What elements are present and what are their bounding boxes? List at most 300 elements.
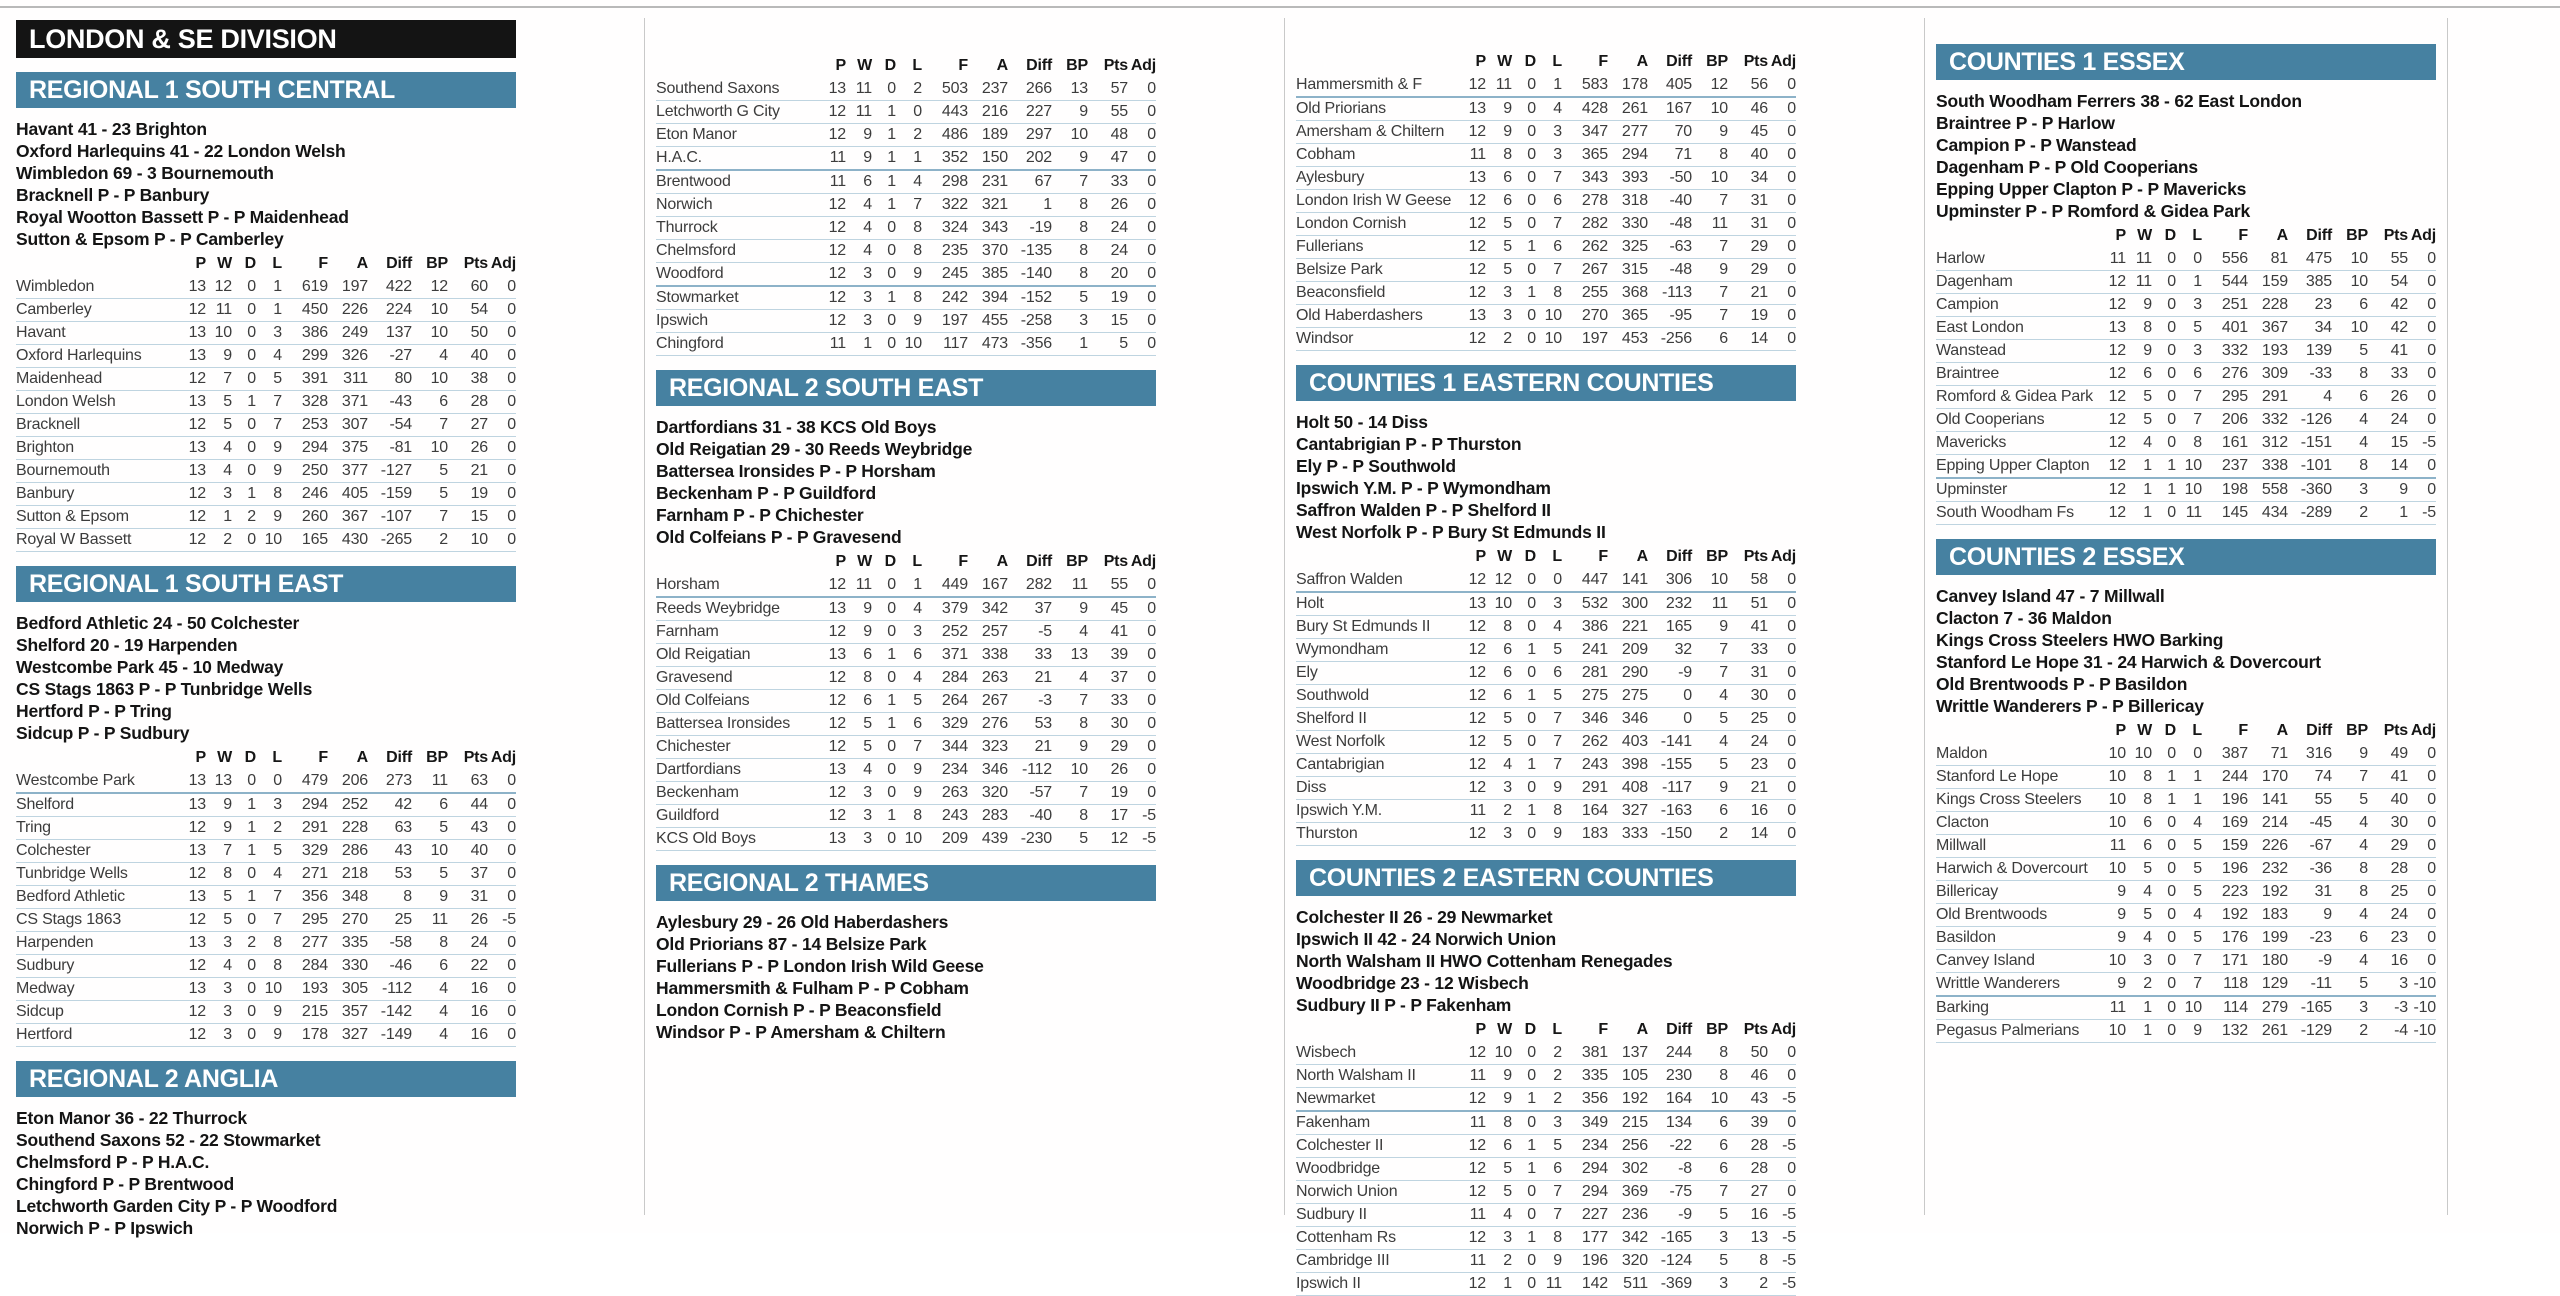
stat-diff: 139 [2305,342,2332,359]
stat-pts: 39 [1750,1114,1768,1131]
team-name: Cambridge III [1296,1252,1390,1269]
stat-d: 0 [2167,883,2176,900]
stat-d: 0 [1527,595,1536,612]
stat-d: 0 [887,576,896,593]
section-header: REGIONAL 1 SOUTH EAST [16,566,516,602]
table-row [1296,144,1796,167]
stat-diff: 266 [1025,80,1052,97]
column-header-diff: Diff [386,749,412,766]
stat-adj: 0 [507,1026,516,1043]
stat-p: 12 [1468,261,1486,278]
stat-f: 271 [301,865,328,882]
table-row [1936,455,2436,479]
stat-bp: 10 [430,842,448,859]
results-list [1296,411,1796,543]
stat-adj: 0 [1787,76,1796,93]
column-header-a: A [996,553,1008,570]
column-header-p: P [835,57,846,74]
stat-f: 278 [1581,192,1608,209]
league-table [1296,1018,1796,1296]
stat-bp: 4 [2359,952,2368,969]
stat-d: 0 [1527,1275,1536,1292]
stat-d: 1 [887,807,896,824]
match-result: Cantabrigian P - P Thurston [1296,434,1522,454]
stat-diff: -135 [1020,242,1052,259]
team-name: Ely [1296,664,1318,681]
stat-l: 8 [273,957,282,974]
column-header-l: L [1552,53,1562,70]
table-row [16,840,516,863]
team-name: Belsize Park [1296,261,1383,278]
stat-l: 1 [913,576,922,593]
team-name: Sudbury II [1296,1206,1367,1223]
stat-w: 9 [223,796,232,813]
stat-diff: 306 [1665,571,1692,588]
column-header-d: D [244,749,256,766]
stat-w: 8 [2143,319,2152,336]
stat-f: 171 [2221,952,2248,969]
stat-diff: -57 [1029,784,1052,801]
stat-adj: -5 [2422,434,2436,451]
stat-p: 9 [2117,883,2126,900]
table-row [1936,743,2436,766]
stat-pts: 37 [470,865,488,882]
column-header-l: L [1552,548,1562,565]
stat-a: 270 [341,911,368,928]
stat-d: 1 [1527,802,1536,819]
stat-a: 323 [981,738,1008,755]
stat-l: 5 [913,692,922,709]
table-row [1936,409,2436,432]
stat-a: 320 [981,784,1008,801]
stat-w: 4 [223,439,232,456]
stat-a: 256 [1621,1137,1648,1154]
stat-f: 237 [2221,457,2248,474]
match-result: Saffron Walden P - P Shelford II [1296,500,1551,520]
stat-diff: -124 [1660,1252,1692,1269]
column-header-f: F [318,749,328,766]
stat-bp: 12 [1710,76,1728,93]
stat-pts: 26 [470,439,488,456]
column-header-l: L [2192,227,2202,244]
stat-p: 10 [2108,745,2126,762]
stat-diff: 202 [1025,149,1052,166]
stat-w: 5 [1503,215,1512,232]
match-result: Aylesbury 29 - 26 Old Haberdashers [656,912,949,932]
stat-adj: 0 [1147,692,1156,709]
stat-l: 10 [904,830,922,847]
table-row [656,287,1156,310]
stat-diff: 21 [1034,738,1052,755]
stat-a: 263 [981,669,1008,686]
stat-w: 6 [1503,687,1512,704]
stat-w: 1 [1503,1275,1512,1292]
stat-diff: 165 [1665,618,1692,635]
column-header-w: W [2137,227,2152,244]
stat-bp: 5 [1719,756,1728,773]
stat-w: 11 [855,103,872,120]
stat-adj: 0 [2427,837,2436,854]
stat-w: 5 [863,738,872,755]
stat-f: 246 [301,485,328,502]
stat-adj: 0 [1147,335,1156,352]
stat-diff: -3 [1038,692,1052,709]
stat-w: 4 [863,196,872,213]
stat-w: 5 [1503,733,1512,750]
stat-a: 315 [1621,261,1648,278]
stat-diff: -356 [1020,335,1052,352]
stat-adj: 0 [2427,929,2436,946]
stat-pts: 23 [2390,929,2408,946]
stat-pts: 34 [1750,169,1768,186]
stat-pts: -4 [2394,1022,2408,1039]
column-header-w: W [1497,548,1512,565]
stat-a: 370 [981,242,1008,259]
team-name: Epping Upper Clapton [1936,457,2090,474]
stat-pts: 46 [1750,1067,1768,1084]
stat-d: 0 [2167,411,2176,428]
stat-adj: 0 [1787,238,1796,255]
team-name: Cottenham Rs [1296,1229,1396,1246]
stat-adj: 0 [1787,733,1796,750]
column-header-f: F [2238,722,2248,739]
stat-bp: 8 [1079,265,1088,282]
match-result: Eton Manor 36 - 22 Thurrock [16,1108,247,1128]
table-row [656,574,1156,598]
stat-p: 12 [188,508,206,525]
table-row [656,333,1156,356]
table-row [1296,305,1796,328]
stat-bp: 2 [439,531,448,548]
match-result: Braintree P - P Harlow [1936,113,2115,133]
stat-l: 1 [2193,768,2202,785]
stat-p: 12 [2108,388,2126,405]
stat-a: 286 [341,842,368,859]
stat-a: 346 [981,761,1008,778]
match-result: South Woodham Ferrers 38 - 62 East London [1936,91,2302,111]
stat-p: 12 [2108,365,2126,382]
table-row [1296,74,1796,98]
stat-adj: 0 [1787,146,1796,163]
team-name: Chichester [656,738,731,755]
stat-diff: -9 [2318,952,2332,969]
team-name: Bracknell [16,416,81,433]
team-name: Bedford Athletic [16,888,125,905]
stat-d: 0 [247,324,256,341]
stat-w: 4 [863,219,872,236]
stat-w: 11 [2135,273,2152,290]
match-result: CS Stags 1863 P - P Tunbridge Wells [16,679,313,699]
stat-a: 226 [2261,837,2288,854]
stat-l: 7 [1553,733,1562,750]
stat-bp: 9 [1079,738,1088,755]
team-name: Eton Manor [656,126,737,143]
stat-d: 0 [247,278,256,295]
stat-pts: 58 [1750,571,1768,588]
stat-bp: 6 [2359,929,2368,946]
results-list [1936,585,2436,717]
stat-f: 284 [301,957,328,974]
stat-adj: 0 [1787,756,1796,773]
column-header-w: W [1497,53,1512,70]
column-header-d: D [884,553,896,570]
stat-d: 0 [247,911,256,928]
stat-w: 4 [863,242,872,259]
stat-bp: 11 [431,911,448,928]
stat-diff: 4 [2323,388,2332,405]
stat-pts: 48 [1110,126,1128,143]
stat-w: 5 [2143,860,2152,877]
stat-bp: 9 [1719,618,1728,635]
stat-diff: -256 [1660,330,1692,347]
stat-w: 3 [223,1026,232,1043]
stat-diff: 1 [1043,196,1052,213]
stat-l: 8 [913,242,922,259]
stat-d: 0 [1527,710,1536,727]
team-name: Writtle Wanderers [1936,975,2060,992]
stat-p: 12 [188,531,206,548]
stat-a: 283 [981,807,1008,824]
stat-p: 12 [1468,330,1486,347]
stat-d: 0 [247,957,256,974]
stat-f: 291 [1581,779,1608,796]
column-header-diff: Diff [1666,53,1692,70]
stat-pts: 57 [1110,80,1128,97]
stat-diff: -151 [2300,434,2332,451]
team-name: Cobham [1296,146,1356,163]
stat-p: 11 [829,173,846,190]
stat-bp: 9 [1719,123,1728,140]
stat-pts: 24 [470,934,488,951]
stat-w: 10 [2134,745,2152,762]
stat-l: 10 [2184,457,2202,474]
stat-bp: 8 [1719,1067,1728,1084]
stat-d: 1 [1527,1137,1536,1154]
stat-f: 346 [1581,710,1608,727]
column-header-bp: BP [2346,722,2368,739]
team-name: Old Brentwoods [1936,906,2048,923]
column-header-adj: Adj [1770,53,1796,70]
stat-d: 0 [1527,215,1536,232]
table-row [1296,236,1796,259]
match-result: Southend Saxons 52 - 22 Stowmarket [16,1130,321,1150]
stat-d: 0 [247,439,256,456]
stat-l: 5 [1553,1137,1562,1154]
stat-diff: 80 [394,370,412,387]
stat-bp: 4 [439,980,448,997]
stat-f: 276 [2221,365,2248,382]
team-name: Ipswich II [1296,1275,1361,1292]
team-name: Guildford [656,807,720,824]
stat-w: 10 [214,324,232,341]
stat-diff: -113 [1661,284,1692,301]
stat-w: 5 [223,911,232,928]
team-name: Upminster [1936,481,2008,498]
match-result: Farnham P - P Chichester [656,505,864,525]
stat-p: 13 [828,600,846,617]
stat-bp: 5 [1719,1252,1728,1269]
team-name: Thurrock [656,219,718,236]
stat-a: 279 [2261,999,2288,1016]
stat-d: 0 [2167,273,2176,290]
team-name: Fullerians [1296,238,1364,255]
stat-pts: 46 [1750,100,1768,117]
table-row [1296,662,1796,685]
table-header-row [656,550,1156,574]
stat-a: 371 [341,393,368,410]
team-name: Bournemouth [16,462,110,479]
stat-bp: 2 [2359,504,2368,521]
stat-diff: 70 [1674,123,1692,140]
stat-a: 71 [2270,745,2288,762]
column-header-l: L [272,749,282,766]
team-name: Southwold [1296,687,1369,704]
stat-bp: 7 [1079,692,1088,709]
stat-f: 295 [301,911,328,928]
stat-a: 214 [2261,814,2288,831]
column-header-adj: Adj [1770,1021,1796,1038]
stat-diff: 74 [2314,768,2332,785]
stat-bp: 9 [2359,745,2368,762]
stat-p: 11 [1469,1114,1486,1131]
stat-p: 12 [188,957,206,974]
stat-f: 282 [1581,215,1608,232]
stat-adj: 0 [2427,342,2436,359]
stat-l: 7 [2193,975,2202,992]
match-result: Ipswich II 42 - 24 Norwich Union [1296,929,1557,949]
stat-a: 249 [341,324,368,341]
stat-pts: 13 [1750,1229,1768,1246]
stat-f: 294 [1581,1160,1608,1177]
column-header-w: W [217,749,232,766]
team-name: Farnham [656,623,719,640]
table-row [656,713,1156,736]
table-header-row [16,252,516,276]
stat-adj: 0 [1787,307,1796,324]
stat-a: 330 [341,957,368,974]
stat-d: 0 [247,462,256,479]
match-result: North Walsham II HWO Cottenham Renegades [1296,951,1673,971]
stat-a: 343 [981,219,1008,236]
stat-d: 0 [2167,296,2176,313]
stat-pts: 41 [1750,618,1768,635]
stat-adj: 0 [1147,623,1156,640]
match-result: Chelmsford P - P H.A.C. [16,1152,210,1172]
column-header-p: P [1475,53,1486,70]
stat-bp: 10 [1070,126,1088,143]
stat-d: 0 [2167,434,2176,451]
stat-bp: 5 [1079,830,1088,847]
stat-d: 1 [1527,284,1536,301]
team-name: Kings Cross Steelers [1936,791,2082,808]
stat-bp: 7 [1719,1183,1728,1200]
stat-f: 234 [1581,1137,1608,1154]
stat-bp: 4 [439,1026,448,1043]
stat-pts: 30 [1750,687,1768,704]
stat-adj: 0 [1787,330,1796,347]
team-name: Old Reigatian [656,646,751,663]
stat-adj: 0 [2427,883,2436,900]
team-name: Dartfordians [656,761,741,778]
stat-w: 6 [863,173,872,190]
stat-diff: -9 [1678,1206,1692,1223]
team-name: Camberley [16,301,92,318]
stat-p: 12 [2108,434,2126,451]
stat-w: 5 [1503,1183,1512,1200]
team-name: London Cornish [1296,215,1407,232]
stat-d: 0 [1527,1183,1536,1200]
stat-l: 7 [2193,411,2202,428]
table-row [16,483,516,506]
stat-adj: -5 [1782,1252,1796,1269]
stat-f: 386 [301,324,328,341]
team-name: Colchester [16,842,91,859]
stat-f: 329 [941,715,968,732]
match-result: Battersea Ironsides P - P Horsham [656,461,936,481]
stat-p: 13 [188,842,206,859]
stat-w: 2 [223,531,232,548]
stat-l: 7 [1553,1206,1562,1223]
stat-diff: -5 [1038,623,1052,640]
column-header-f: F [958,553,968,570]
column-header-adj: Adj [2410,227,2436,244]
stat-pts: 25 [2390,883,2408,900]
stat-diff: -43 [389,393,412,410]
stat-adj: 0 [1147,646,1156,663]
stat-a: 192 [1621,1090,1648,1107]
stat-pts: 8 [1759,1252,1768,1269]
column-header-d: D [1524,548,1536,565]
stat-f: 277 [301,934,328,951]
column-header-f: F [1598,1021,1608,1038]
stat-bp: 6 [2359,388,2368,405]
stat-w: 5 [223,416,232,433]
stat-diff: -9 [1678,664,1692,681]
stat-l: 7 [913,196,922,213]
stat-l: 5 [273,842,282,859]
stat-p: 12 [828,715,846,732]
stat-w: 9 [1503,1090,1512,1107]
stat-bp: 5 [1719,710,1728,727]
stat-d: 0 [1527,571,1536,588]
team-name: Cantabrigian [1296,756,1385,773]
table-row [1296,754,1796,777]
stat-pts: 10 [470,531,488,548]
stat-f: 178 [301,1026,328,1043]
stat-adj: -5 [1142,830,1156,847]
stat-pts: 14 [1750,825,1768,842]
stat-p: 12 [828,289,846,306]
match-result: Havant 41 - 23 Brighton [16,119,207,139]
stat-l: 3 [913,623,922,640]
stat-bp: 5 [439,865,448,882]
match-result: Oxford Harlequins 41 - 22 London Welsh [16,141,346,161]
stat-p: 12 [828,219,846,236]
stat-bp: 3 [2359,999,2368,1016]
stat-diff: -19 [1029,219,1052,236]
stat-pts: 20 [1110,265,1128,282]
stat-w: 3 [1503,779,1512,796]
column-header-w: W [1497,1021,1512,1038]
stat-l: 7 [273,911,282,928]
stat-pts: 44 [470,796,488,813]
stat-f: 356 [1581,1090,1608,1107]
team-name: Barking [1936,999,1989,1016]
team-name: Sidcup [16,1003,64,1020]
table-row [16,322,516,345]
stat-bp: 10 [430,370,448,387]
team-name: Medway [16,980,75,997]
